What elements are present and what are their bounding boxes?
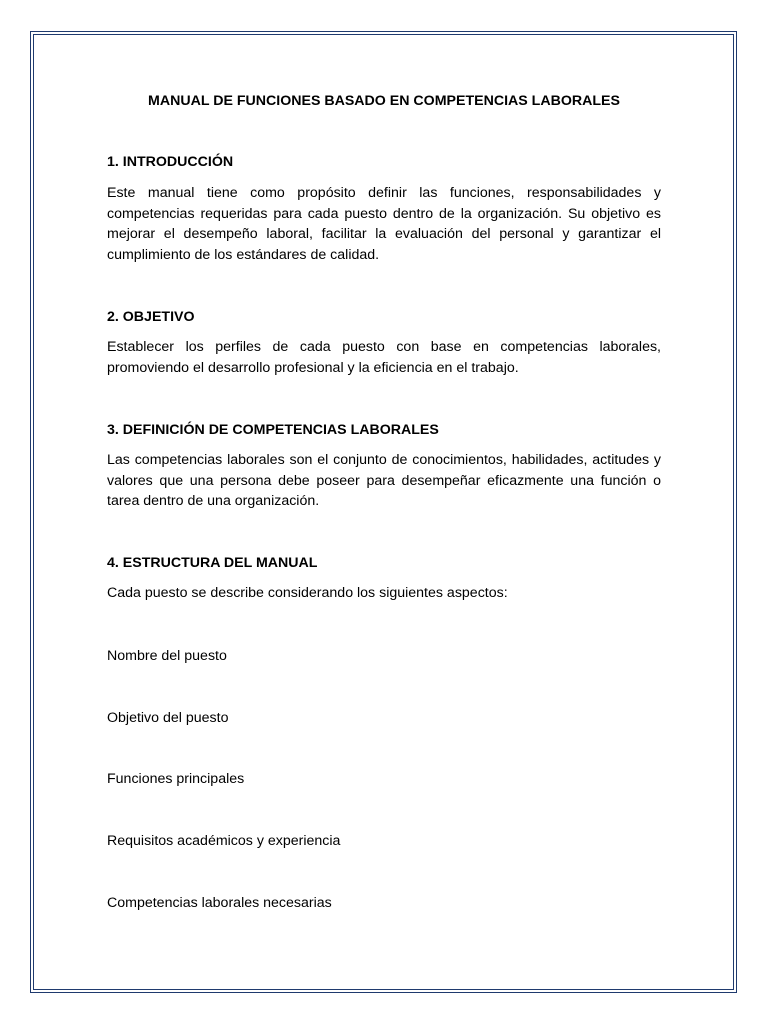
section-body-estructura: Cada puesto se describe considerando los siguientes aspectos:	[107, 585, 508, 601]
section-body-introduccion: Este manual tiene como propósito definir las funciones, responsabilidades y competencias requeridas para cada puesto dentro de la organización. Su objetivo es mejorar el desempeño laboral, facilitar la evaluación del personal y garantizar el cumplimiento de los estándares de calidad.	[107, 185, 661, 263]
section-heading-introduccion: 1. INTRODUCCIÓN	[107, 154, 234, 170]
aspect-item: Competencias laborales necesarias	[107, 895, 332, 911]
document-title: MANUAL DE FUNCIONES BASADO EN COMPETENCIAS LABORALES	[148, 93, 620, 109]
aspect-item: Requisitos académicos y experiencia	[107, 833, 341, 849]
aspect-item: Funciones principales	[107, 771, 245, 787]
section-heading-objetivo: 2. OBJETIVO	[107, 309, 195, 325]
section-heading-estructura: 4. ESTRUCTURA DEL MANUAL	[107, 555, 318, 571]
section-heading-definicion: 3. DEFINICIÓN DE COMPETENCIAS LABORALES	[107, 422, 439, 438]
section-body-objetivo: Establecer los perfiles de cada puesto con base en competencias laborales, promoviendo el desarrollo profesional y la eficiencia en el trabajo.	[107, 339, 661, 376]
section-body-definicion: Las competencias laborales son el conjunto de conocimientos, habilidades, actitudes y valores que una persona debe poseer para desempeñar eficazmente una función o tarea dentro de una organización.	[107, 452, 661, 510]
aspect-item: Nombre del puesto	[107, 648, 227, 664]
aspect-item: Objetivo del puesto	[107, 710, 229, 726]
